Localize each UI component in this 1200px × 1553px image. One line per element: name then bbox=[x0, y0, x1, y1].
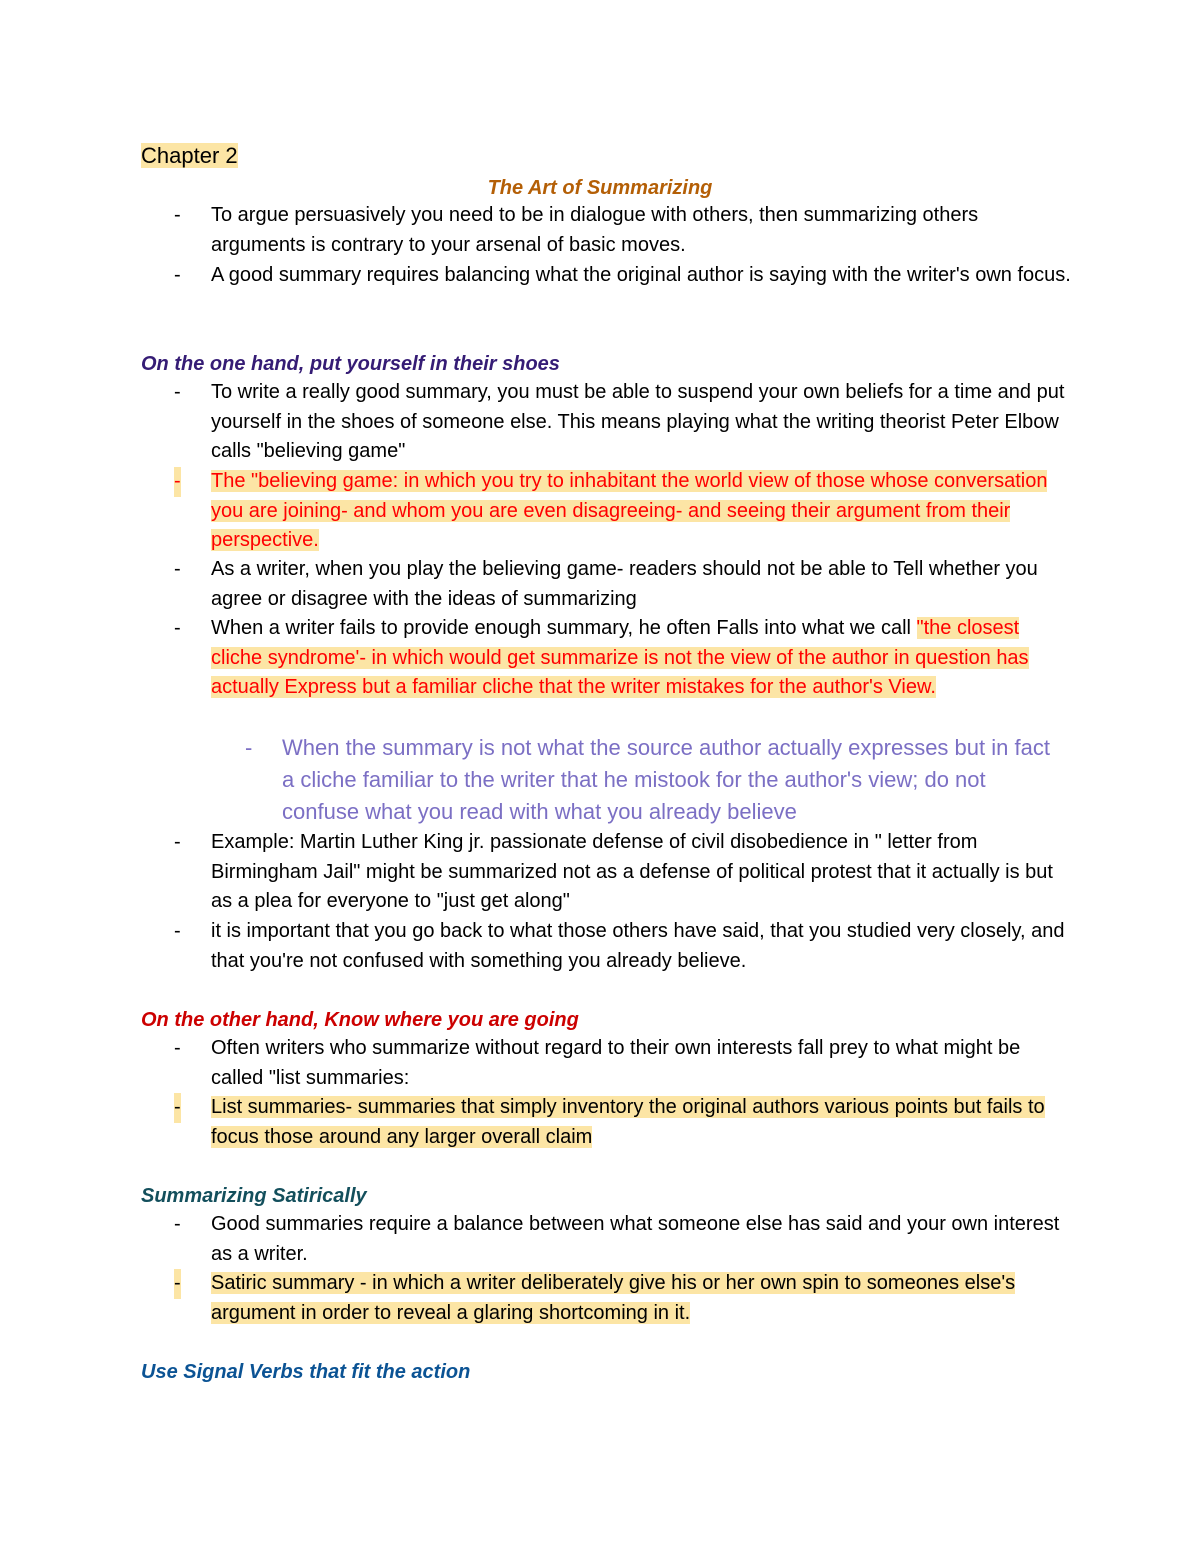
bullet-dash: - bbox=[174, 558, 181, 580]
highlighted-text: The "believing game: in which you try to inhabitant the world view of those whose conversation you are joining- and whom you are even disagreeing- and seeing their argument from their perspective. bbox=[211, 470, 1048, 552]
section-heading-signal-verbs: Use Signal Verbs that fit the action bbox=[141, 1361, 471, 1383]
bullet-dash: - bbox=[174, 467, 181, 497]
section-heading-satirically: Summarizing Satirically bbox=[141, 1185, 367, 1207]
highlighted-text: List summaries- summaries that simply inventory the original authors various points but fails to focus those around any larger overall claim bbox=[211, 1096, 1045, 1148]
list-item-text: Often writers who summarize without regard to their own interests fall prey to what might be called "list summaries: bbox=[211, 1037, 1021, 1089]
highlighted-text: Satiric summary - in which a writer deliberately give his or her own spin to someones else's argument in order to reveal a glaring shortcoming in it. bbox=[211, 1272, 1016, 1324]
list-item-text: As a writer, when you play the believing game- readers should not be able to Tell whether you agree or disagree with the ideas of summarizing bbox=[211, 558, 1038, 610]
bullet-dash: - bbox=[174, 1269, 181, 1299]
list-item-text: Example: Martin Luther King jr. passionate defense of civil disobedience in " letter from Birmingham Jail" might be summarized not as a defense of political protest that it actually is but as a plea for everyone to "just get along" bbox=[211, 831, 1053, 913]
section-heading-shoes: On the one hand, put yourself in their shoes bbox=[141, 353, 560, 375]
bullet-dash: - bbox=[245, 735, 253, 760]
bullet-dash: - bbox=[174, 204, 181, 226]
bullet-dash: - bbox=[174, 1213, 181, 1235]
bullet-dash: - bbox=[174, 831, 181, 853]
highlighted-text: "the closest cliche syndrome'- in which would get summarize is not the view of the author in question has actually Express but a familiar cliche that the writer mistakes for the author's View. bbox=[211, 617, 1029, 699]
list-item-text: To write a really good summary, you must be able to suspend your own beliefs for a time and put yourself in the shoes of someone else. This means playing what the writing theorist Peter Elbow calls "believing game" bbox=[211, 381, 1065, 463]
bullet-dash: - bbox=[174, 264, 181, 286]
bullet-dash: - bbox=[174, 1037, 181, 1059]
document-title: The Art of Summarizing bbox=[487, 177, 713, 199]
list-item-text: To argue persuasively you need to be in dialogue with others, then summarizing others arguments is contrary to your arsenal of basic moves. bbox=[211, 204, 979, 256]
sub-list-item-text: When the summary is not what the source author actually expresses but in fact a cliche familiar to the writer that he mistook for the author's view; do not confuse what you read with what you already believe bbox=[282, 735, 1050, 824]
chapter-label: Chapter 2 bbox=[141, 143, 238, 168]
section-heading-going: On the other hand, Know where you are going bbox=[141, 1009, 579, 1031]
list-item-text: A good summary requires balancing what the original author is saying with the writer's own focus. bbox=[211, 264, 1071, 286]
list-item-text: it is important that you go back to what those others have said, that you studied very closely, and that you're not confused with something you already believe. bbox=[211, 920, 1065, 972]
list-item-text: When a writer fails to provide enough summary, he often Falls into what we call bbox=[211, 617, 917, 639]
bullet-dash: - bbox=[174, 617, 181, 639]
bullet-dash: - bbox=[174, 920, 181, 942]
bullet-dash: - bbox=[174, 381, 181, 403]
bullet-dash: - bbox=[174, 1093, 181, 1123]
list-item-text: Good summaries require a balance between what someone else has said and your own interest as a writer. bbox=[211, 1213, 1060, 1265]
